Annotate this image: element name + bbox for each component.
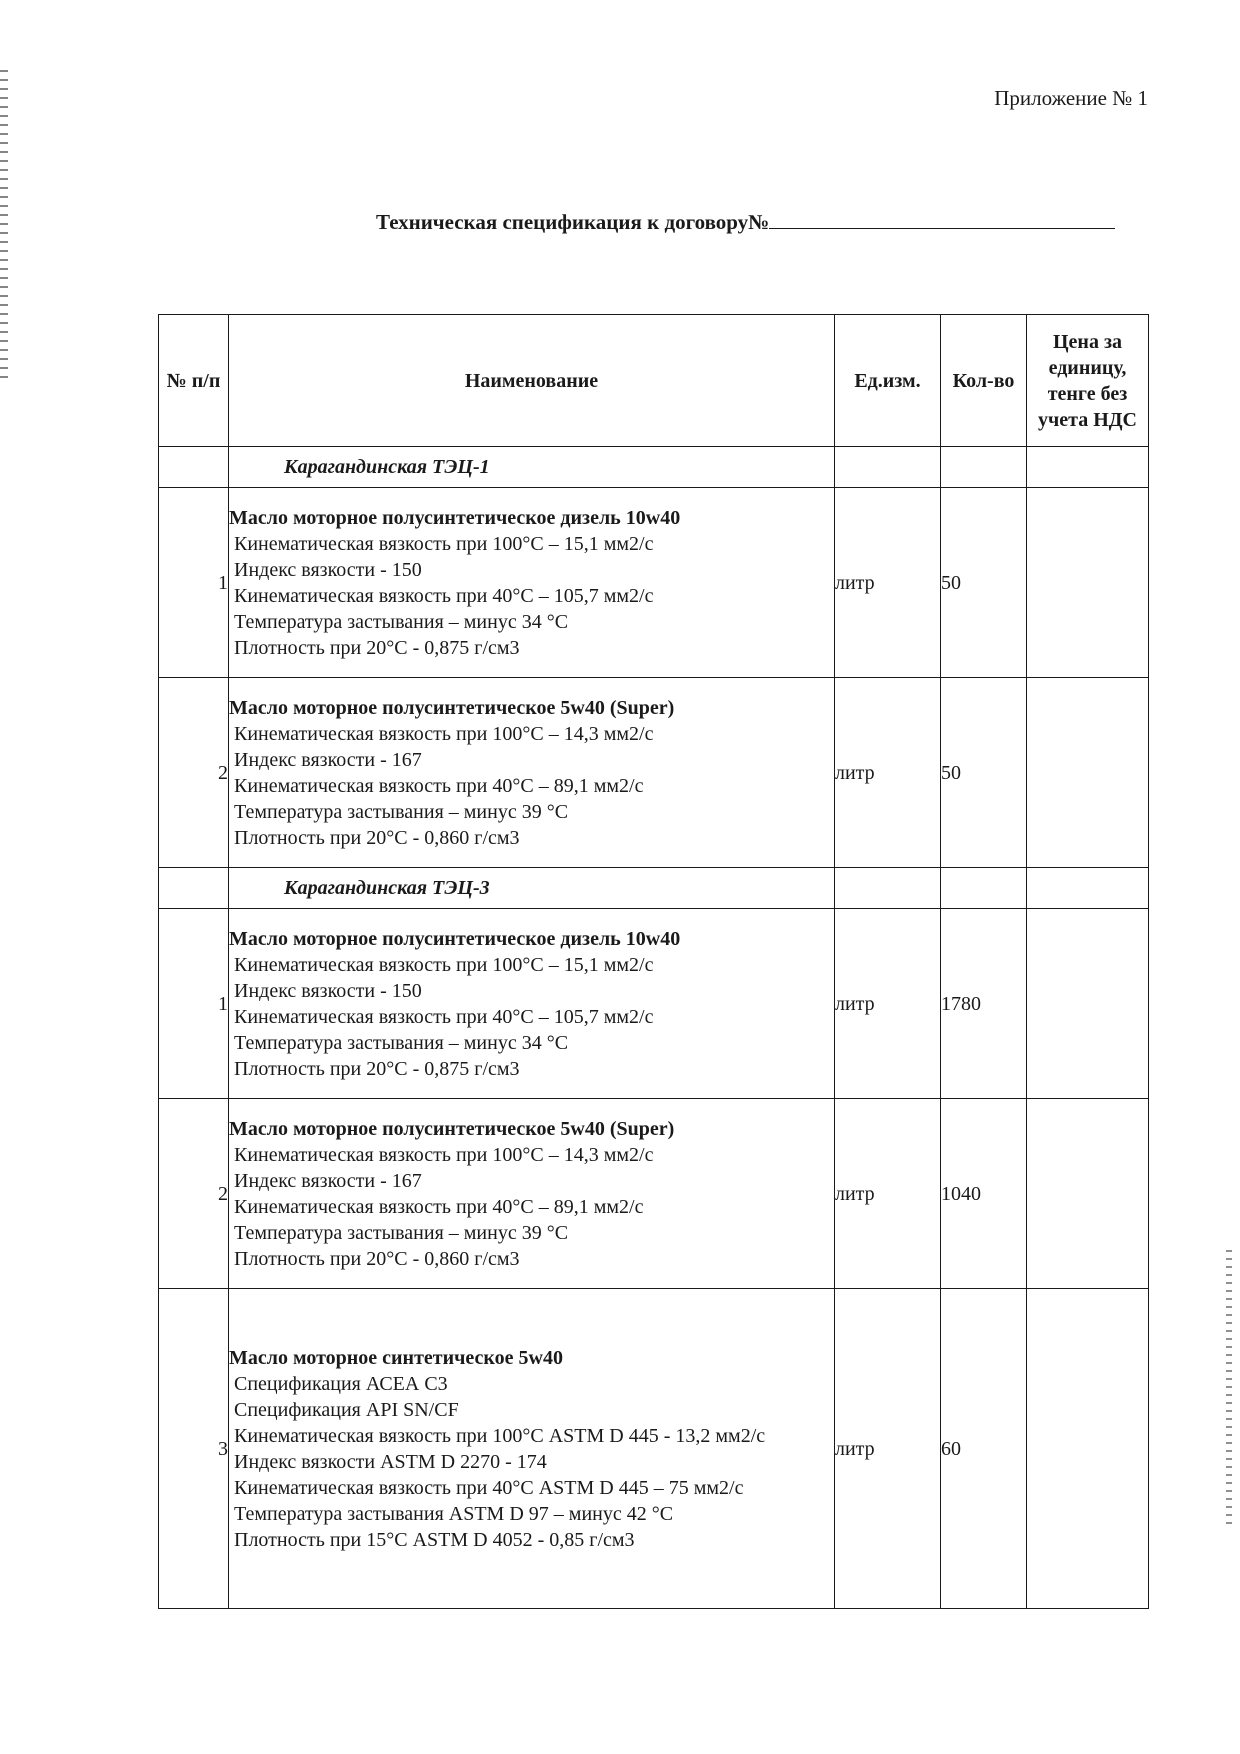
spec-line: Индекс вязкости - 167 xyxy=(234,748,422,771)
spec-line: Кинематическая вязкость при 40°С ASTM D 445 – 75 мм2/с xyxy=(234,1476,744,1499)
header-unit: Ед.изм. xyxy=(835,315,941,447)
section-qty-cell xyxy=(941,447,1027,488)
item-number: 1 xyxy=(159,488,229,678)
header-num: № п/п xyxy=(159,315,229,447)
document-title-text: Техническая спецификация к договору№ xyxy=(376,210,770,234)
spec-line: Температура застывания – минус 34 °С xyxy=(234,1031,569,1054)
spec-line: Температура застывания – минус 39 °С xyxy=(234,800,569,823)
table-body xyxy=(159,447,1149,1609)
item-unit: литр xyxy=(835,909,941,1099)
section-unit-cell xyxy=(835,868,941,909)
item-quantity: 1040 xyxy=(941,1099,1027,1289)
spec-line: Кинематическая вязкость при 40°С – 89,1 мм2/с xyxy=(234,774,644,797)
spec-line: Кинематическая вязкость при 100°С – 14,3 мм2/с xyxy=(234,722,654,745)
spec-line: Индекс вязкости - 150 xyxy=(234,558,422,581)
section-num-cell xyxy=(159,447,229,488)
table-row xyxy=(159,909,1149,1099)
item-number: 1 xyxy=(159,909,229,1099)
item-price xyxy=(1027,488,1149,678)
item-quantity: 50 xyxy=(941,678,1027,868)
contract-number-blank xyxy=(769,212,1115,229)
item-title: Масло моторное полусинтетическое дизель 10w40 xyxy=(229,506,681,529)
spec-line: Плотность при 20°С - 0,860 г/см3 xyxy=(234,826,520,849)
section-price-cell xyxy=(1027,868,1149,909)
item-title: Масло моторное синтетическое 5w40 xyxy=(229,1346,563,1369)
item-number: 3 xyxy=(159,1289,229,1609)
item-number: 2 xyxy=(159,1099,229,1289)
item-unit: литр xyxy=(835,678,941,868)
table-row xyxy=(159,1099,1149,1289)
item-price xyxy=(1027,1289,1149,1609)
header-qty: Кол-во xyxy=(941,315,1027,447)
section-name: Карагандинская ТЭЦ-3 xyxy=(229,868,835,909)
scan-edge-marks-right xyxy=(1226,1250,1232,1530)
header-price: Цена за единицу, тенге без учета НДС xyxy=(1027,315,1149,447)
section-num-cell xyxy=(159,868,229,909)
spec-line: Плотность при 20°С - 0,875 г/см3 xyxy=(234,1057,520,1080)
table-row xyxy=(159,488,1149,678)
section-price-cell xyxy=(1027,447,1149,488)
spec-line: Спецификация АСЕА С3 xyxy=(234,1372,448,1395)
item-unit: литр xyxy=(835,488,941,678)
item-title: Масло моторное полусинтетическое 5w40 (Super) xyxy=(229,696,675,719)
item-description xyxy=(229,1289,835,1609)
table-row xyxy=(159,1289,1149,1609)
spec-line: Температура застывания – минус 34 °С xyxy=(234,610,569,633)
appendix-label: Приложение № 1 xyxy=(994,86,1148,110)
item-description xyxy=(229,488,835,678)
spec-line: Кинематическая вязкость при 40°С – 105,7 мм2/с xyxy=(234,1005,654,1028)
scan-edge-marks-left xyxy=(0,70,8,380)
spec-line: Спецификация API SN/CF xyxy=(234,1398,459,1421)
header-name: Наименование xyxy=(229,315,835,447)
section-row xyxy=(159,447,1149,488)
item-title: Масло моторное полусинтетическое дизель 10w40 xyxy=(229,927,681,950)
spec-line: Кинематическая вязкость при 100°С – 15,1 мм2/с xyxy=(234,532,654,555)
spec-line: Кинематическая вязкость при 100°С – 14,3 мм2/с xyxy=(234,1143,654,1166)
item-unit: литр xyxy=(835,1099,941,1289)
spec-line: Кинематическая вязкость при 100°С ASTM D 445 - 13,2 мм2/с xyxy=(234,1424,766,1447)
spec-line: Кинематическая вязкость при 40°С – 89,1 мм2/с xyxy=(234,1195,644,1218)
item-description xyxy=(229,1099,835,1289)
item-title: Масло моторное полусинтетическое 5w40 (Super) xyxy=(229,1117,675,1140)
item-description xyxy=(229,678,835,868)
table-header-row xyxy=(159,315,1149,447)
item-unit: литр xyxy=(835,1289,941,1609)
item-quantity: 60 xyxy=(941,1289,1027,1609)
spec-line: Индекс вязкости - 150 xyxy=(234,979,422,1002)
specification-table xyxy=(158,314,1149,1609)
spec-line: Индекс вязкости ASTM D 2270 - 174 xyxy=(234,1450,547,1473)
section-unit-cell xyxy=(835,447,941,488)
item-quantity: 50 xyxy=(941,488,1027,678)
document-title xyxy=(376,210,1115,235)
spec-line: Плотность при 20°С - 0,860 г/см3 xyxy=(234,1247,520,1270)
spec-line: Кинематическая вязкость при 40°С – 105,7 мм2/с xyxy=(234,584,654,607)
spec-line: Плотность при 20°С - 0,875 г/см3 xyxy=(234,636,520,659)
item-number: 2 xyxy=(159,678,229,868)
item-price xyxy=(1027,678,1149,868)
item-price xyxy=(1027,1099,1149,1289)
spec-line: Кинематическая вязкость при 100°С – 15,1 мм2/с xyxy=(234,953,654,976)
section-name: Карагандинская ТЭЦ-1 xyxy=(229,447,835,488)
item-quantity: 1780 xyxy=(941,909,1027,1099)
section-row xyxy=(159,868,1149,909)
table-row xyxy=(159,678,1149,868)
spec-line: Плотность при 15°С ASTM D 4052 - 0,85 г/см3 xyxy=(234,1528,635,1551)
section-qty-cell xyxy=(941,868,1027,909)
spec-line: Температура застывания – минус 39 °С xyxy=(234,1221,569,1244)
spec-line: Температура застывания ASTM D 97 – минус 42 °С xyxy=(234,1502,674,1525)
spec-line: Индекс вязкости - 167 xyxy=(234,1169,422,1192)
item-price xyxy=(1027,909,1149,1099)
item-description xyxy=(229,909,835,1099)
